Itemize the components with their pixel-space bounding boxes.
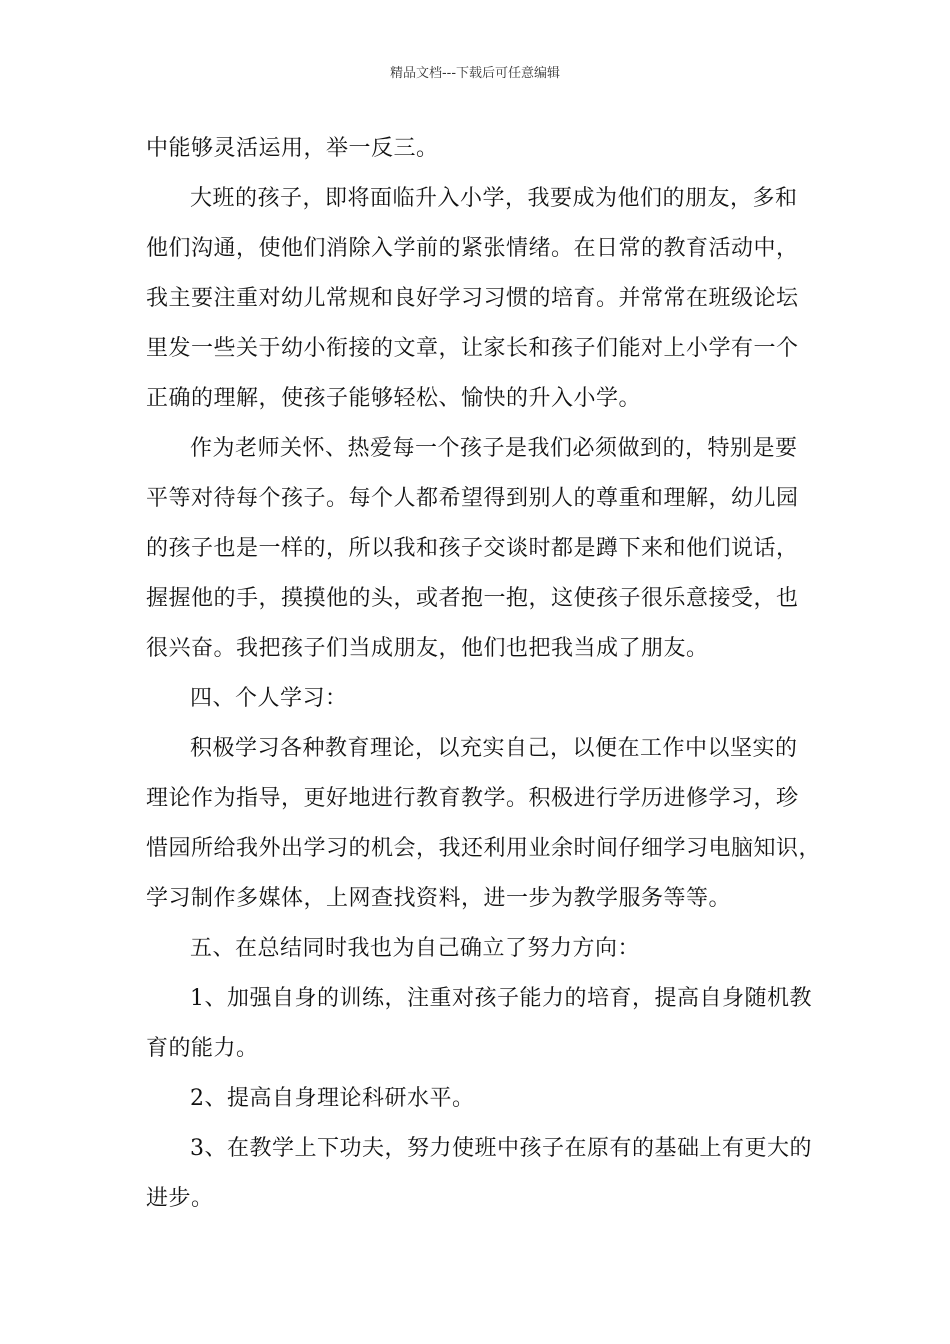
text-line: 作为老师关怀、热爱每一个孩子是我们必须做到的，特别是要: [190, 436, 798, 461]
text-line: 很兴奋。我把孩子们当成朋友，他们也把我当成了朋友。: [146, 636, 709, 661]
document-body: [146, 124, 826, 1224]
text-line: 惜园所给我外出学习的机会，我还利用业余时间仔细学习电脑知识，: [146, 836, 822, 861]
text-line: 我主要注重对幼儿常规和良好学习习惯的培育。并常常在班级论坛: [146, 286, 799, 311]
text-line: 育的能力。: [146, 1036, 259, 1061]
list-item: 1、加强自身的训练，注重对孩子能力的培育，提高自身随机教: [190, 986, 812, 1011]
text-line: 进步。: [146, 1186, 214, 1211]
section-heading: 五、在总结同时我也为自己确立了努力方向：: [190, 936, 641, 961]
text-line: 中能够灵活运用，举一反三。: [146, 136, 439, 161]
page-header: 精品文档---下载后可任意编辑: [389, 66, 561, 81]
section-heading: 四、个人学习：: [190, 686, 348, 711]
text-line: 他们沟通，使他们消除入学前的紧张情绪。在日常的教育活动中，: [146, 236, 799, 261]
text-line: 平等对待每个孩子。每个人都希望得到别人的尊重和理解，幼儿园: [146, 486, 799, 511]
text-line: 里发一些关于幼小衔接的文章，让家长和孩子们能对上小学有一个: [146, 336, 799, 361]
text-line: 正确的理解，使孩子能够轻松、愉快的升入小学。: [146, 386, 642, 411]
text-line: 的孩子也是一样的，所以我和孩子交谈时都是蹲下来和他们说话，: [146, 536, 799, 561]
text-line: 理论作为指导，更好地进行教育教学。积极进行学历进修学习，珍: [146, 786, 799, 811]
text-line: 大班的孩子，即将面临升入小学，我要成为他们的朋友，多和: [190, 186, 798, 211]
text-line: 握握他的手，摸摸他的头，或者抱一抱，这使孩子很乐意接受，也: [146, 586, 799, 611]
list-item: 3、在教学上下功夫，努力使班中孩子在原有的基础上有更大的: [190, 1136, 812, 1161]
text-line: 积极学习各种教育理论，以充实自己，以便在工作中以坚实的: [190, 736, 798, 761]
text-line: 学习制作多媒体，上网查找资料，进一步为教学服务等等。: [146, 886, 732, 911]
list-item: 2、提高自身理论科研水平。: [190, 1086, 475, 1111]
